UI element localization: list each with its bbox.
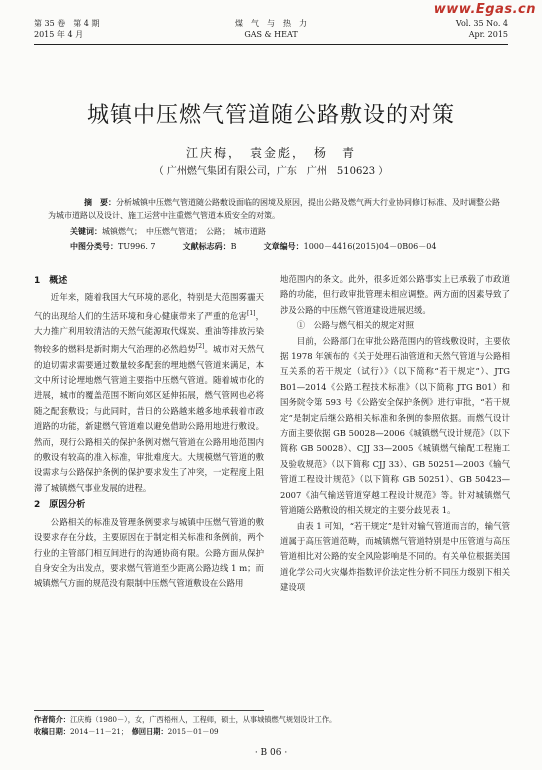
- footnote: [34, 714, 508, 738]
- author-bio-label: 作者简介：: [34, 715, 70, 724]
- classification-line: [70, 241, 436, 252]
- doc-code-value: B: [230, 242, 237, 251]
- abstract: [48, 196, 500, 222]
- affiliation: （ 广州燃气集团有限公司，广东 广州 510623 ）: [153, 166, 389, 177]
- author-bio-text: 江庆梅（1980－），女，广西梧州人，工程师，硕士，从事城镇燃气规划设计工作。: [69, 715, 337, 724]
- revised-label: 修回日期：: [131, 727, 168, 736]
- dates-line: [34, 726, 508, 738]
- article-title: 城镇中压燃气管道随公路敷设的对策: [86, 103, 455, 128]
- author-list: 江庆梅， 袁金彪， 杨 青: [185, 146, 356, 160]
- paragraph-overview: [34, 290, 264, 496]
- author-bio: [34, 714, 508, 726]
- section-2-title: 2 原因分析: [34, 500, 86, 511]
- doc-code-label: 文献标志码：: [182, 242, 231, 251]
- volume-issue: 第 35 卷 第 4 期: [34, 19, 100, 28]
- keywords-label: 关键词：: [70, 227, 102, 236]
- issue-date: 2015 年 4 月: [34, 30, 84, 39]
- revised-date: 2015－01－09: [167, 727, 219, 736]
- journal-name-cn: 煤 气 与 热 力: [235, 19, 307, 28]
- section-1-title: 1 概述: [34, 276, 68, 286]
- overview-text-c: 。城市对天然气的迫切需求需要通过数量较多配套的埋地燃气管道来满足，本文中所讨论埋地燃气管道主要指中压燃气管道。随着城市化的进展，城市的覆盖范围不断向郊区延伸拓展，燃气管网也必将随之配套敷设；与此同时，昔日的公路越来越多地承载着市政道路的功能，新建燃气管道难以避免借助公路用地进行敷设。然而，现行公路相关的保护条例对燃气管道在公路用地范围内的敷设有较高的准入标准，审批难度大。大规模燃气管道的敷设需求与公路保护条例的保护要求发生了冲突，一定程度上阻滞了城镇燃气事业发展的进程。: [34, 344, 265, 493]
- left-column: [34, 272, 264, 592]
- received-label: 收稿日期：: [34, 727, 70, 736]
- paragraph-cause-analysis: 公路相关的标准及管理条例要求与城镇中压燃气管道的敷设要求存在分歧，主要原因在于制定相关标准和条例前，两个行业的主管部门相互间进行的沟通协商有限。公路方面从保护自身安全为出发点，要求燃气管道至少距离公路边线 1 m；而城镇燃气方面的规范没有限制中压燃气管道敷设在公路用: [34, 516, 264, 589]
- citation-1[interactable]: [1]: [246, 309, 256, 317]
- issue-info-en: [456, 18, 508, 40]
- paragraph-regulations: 目前，公路部门在审批公路范围内的管线敷设时，主要依据 1978 年颁布的《关于处理石油管道和天然气管道与公路相互关系的若干规定（试行）》（以下简称“若干规定”）、JTG B01—2014《公路工程技术标准》（以下简称 JTG B01）和国务院令第 593 号《公路安全保护条例》进行审批，“若干规定”是制定后继公路相关标准和条例的参照依据。而燃气设计方面主要依据 GB 50028—2006《城镇燃气设计规范》（以下简称 GB 50028）、CJJ 33—2005《城镇燃气输配工程施工及验收规范》（以下简称 CJJ 33）、GB 50251—2003《输气管道工程设计规范》（以下简称 GB 50251）、GB 50423—2007《油气输送管道穿越工程设计规范》等。针对城镇燃气管道随公路敷设的相关规定的主要分歧见表 1。: [280, 335, 510, 516]
- page-number: · B 06 ·: [254, 748, 288, 758]
- paragraph-table-discussion: 由表 1 可知，“若干规定”是针对输气管道而言的，输气管道属于高压管道范畴，而城镇燃气管道特别是中压管道与高压管道相比对公路的安全风险影响是不同的。有关单位根据美国道化学公司火灾爆炸指数评价法定性分析不同压力级别下相关建设项: [280, 520, 510, 593]
- right-column: [280, 272, 510, 596]
- clc-label: 中图分类号：: [70, 242, 118, 251]
- site-watermark[interactable]: www.Egas.cn: [433, 2, 536, 17]
- overview-text-a: 近年来，随着我国大气环境的恶化，特别是大范围雾霾天气的出现给人们的生活环境和身心健康带来了严重的危害: [34, 292, 264, 321]
- paragraph-continued: 地范围内的条文。此外，很多近郊公路事实上已承载了市政道路的功能，但行政审批管理未相应调整。两方面的因素导致了涉及公路的中压燃气管道建设进展迟缓。: [280, 274, 510, 315]
- overview-text-b: ，大力推广利用较清洁的天然气能源取代煤炭、重油等排放污染物较多的燃料是新时期大气治理的必然趋势: [34, 310, 265, 355]
- keywords-text: 城镇燃气； 中压燃气管道； 公路； 城市道路: [102, 227, 266, 236]
- received-date: 2014－11－21；: [69, 727, 125, 736]
- article-no-value: 1000－4416(2015)04－0B06－04: [303, 242, 437, 251]
- abstract-label: 摘 要：: [84, 198, 116, 207]
- clc-value: TU996. 7: [118, 242, 156, 251]
- date-en: Apr. 2015: [468, 30, 508, 39]
- citation-2[interactable]: [2]: [195, 343, 205, 351]
- subsection-1-title: ① 公路与燃气相关的规定对照: [296, 320, 415, 331]
- abstract-text: 分析城镇中压燃气管道随公路敷设面临的困境及原因，提出公路及燃气两大行业协同修订标准、及时调整公路为城市道路以及设计、施工运营中注重燃气管道本质安全的对策。: [48, 198, 500, 220]
- journal-name-en: GAS & HEAT: [244, 30, 298, 39]
- article-no-label: 文章编号：: [263, 242, 304, 251]
- volume-en: Vol. 35 No. 4: [455, 19, 508, 28]
- header-divider: [34, 44, 508, 45]
- footnote-divider: [34, 710, 264, 711]
- keywords: [70, 226, 266, 237]
